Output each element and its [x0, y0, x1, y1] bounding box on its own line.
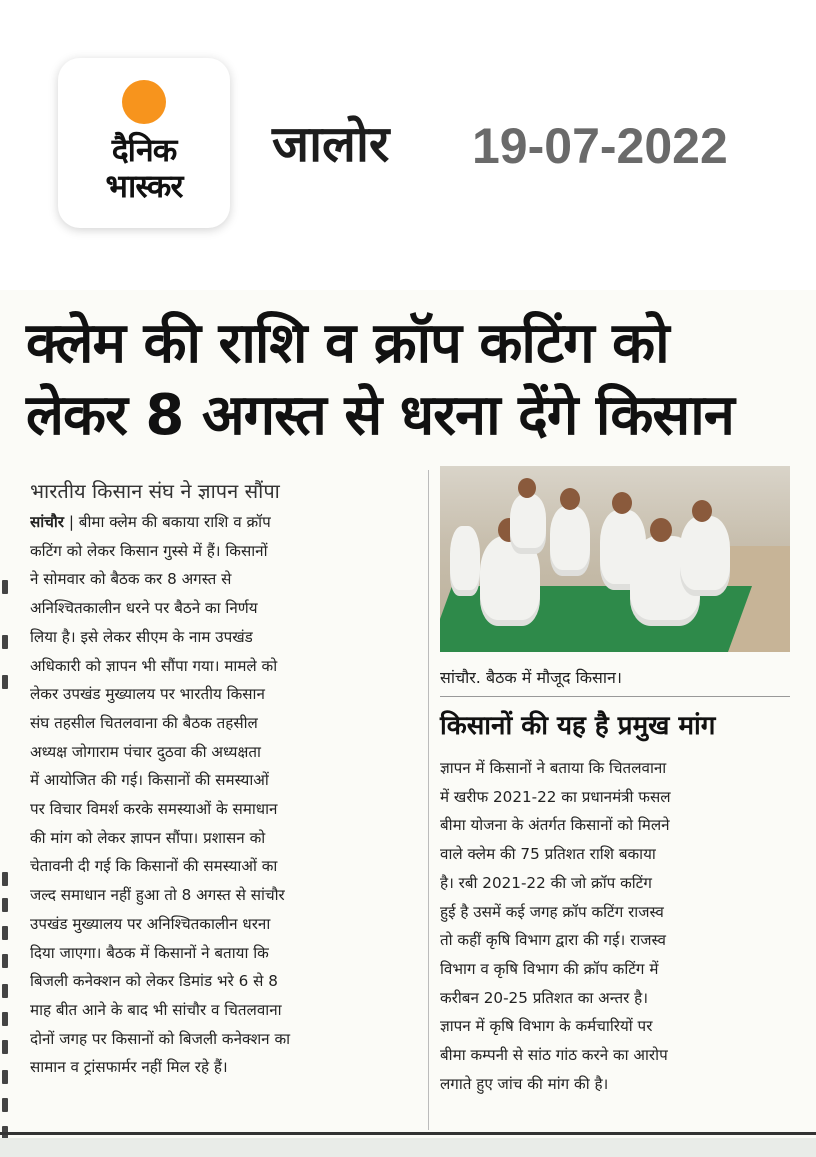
box-line: बीमा कम्पनी से सांठ गांठ करने का आरोप: [440, 1046, 668, 1065]
column-divider: [428, 470, 429, 1130]
headline-line: क्लेम की राशि व क्रॉप कटिंग को: [26, 311, 669, 376]
photo-caption: सांचौर. बैठक में मौजूद किसान।: [440, 668, 622, 687]
demands-box-body: [440, 754, 790, 1098]
box-line: करीबन 20-25 प्रतिशत का अन्तर है।: [440, 988, 648, 1007]
box-line: है। रबी 2021-22 की जो क्रॉप कटिंग: [440, 873, 652, 892]
body-line: संघ तहसील चितलवाना की बैठक तहसील: [30, 713, 258, 732]
body-line: माह बीत आने के बाद भी सांचौर व चितलवाना: [30, 1000, 282, 1019]
body-line: सांचौर | बीमा क्लेम की बकाया राशि व क्रॉप: [30, 513, 271, 531]
bottom-band: [0, 1138, 816, 1157]
logo-text-line2: भास्कर: [105, 167, 183, 205]
box-line: में खरीफ 2021-22 का प्रधानमंत्री फसल: [440, 787, 671, 806]
article-headline: [26, 308, 806, 452]
body-line: दिया जाएगा। बैठक में किसानों ने बताया कि: [30, 943, 269, 962]
article-body: [30, 508, 418, 1082]
body-line: लेकर उपखंड मुख्यालय पर भारतीय किसान: [30, 685, 265, 704]
body-line: में आयोजित की गई। किसानों की समस्याओं: [30, 771, 269, 790]
caption-separator: [440, 696, 790, 697]
headline-line: लेकर 8 अगस्त से धरना देंगे किसान: [26, 383, 734, 448]
body-line: अध्यक्ष जोगाराम पंचार दुठवा की अध्यक्षता: [30, 742, 261, 761]
box-line: ज्ञापन में किसानों ने बताया कि चितलवाना: [440, 759, 667, 777]
body-line: पर विचार विमर्श करके समस्याओं के समाधान: [30, 800, 278, 819]
body-line: कटिंग को लेकर किसान गुस्से में हैं। किसानों: [30, 541, 268, 560]
sun-icon: [122, 80, 166, 124]
box-line: लगाते हुए जांच की मांग की है।: [440, 1074, 609, 1093]
body-line: अधिकारी को ज्ञापन भी सौंपा गया। मामले को: [30, 656, 278, 675]
dateline: सांचौर: [30, 513, 64, 531]
body-line: अनिश्चितकालीन धरने पर बैठने का निर्णय: [30, 599, 258, 618]
box-line: वाले क्लेम की 75 प्रतिशत राशि बकाया: [440, 845, 656, 864]
body-line: की मांग को लेकर ज्ञापन सौंपा। प्रशासन को: [30, 828, 266, 847]
box-line: ज्ञापन में कृषि विभाग के कर्मचारियों पर: [440, 1017, 653, 1036]
body-line: चेतावनी दी गई कि किसानों की समस्याओं का: [30, 857, 278, 876]
body-line: बिजली कनेक्शन को लेकर डिमांड भरे 6 से 8: [30, 972, 278, 991]
edition-date: 19-07-2022: [472, 118, 728, 174]
body-line: जल्द समाधान नहीं हुआ तो 8 अगस्त से सांचौर: [30, 886, 285, 905]
edition-city: जालोर: [272, 115, 390, 173]
demands-box-title: किसानों की यह है प्रमुख मांग: [440, 711, 716, 741]
box-line: तो कहीं कृषि विभाग द्वारा की गई। राजस्व: [440, 931, 666, 950]
box-line: बीमा योजना के अंतर्गत किसानों को मिलने: [440, 816, 670, 835]
box-line: विभाग व कृषि विभाग की क्रॉप कटिंग में: [440, 959, 659, 978]
body-line: ने सोमवार को बैठक कर 8 अगस्त से: [30, 570, 232, 589]
body-line: सामान व ट्रांसफार्मर नहीं मिल रहे हैं।: [30, 1058, 228, 1077]
dainik-bhaskar-logo: [58, 58, 230, 228]
farmers-meeting-photo: [440, 466, 790, 652]
logo-text-line1: दैनिक: [111, 131, 177, 169]
box-line: हुई है उसमें कई जगह क्रॉप कटिंग राजस्व: [440, 902, 664, 921]
body-line: उपखंड मुख्यालय पर अनिश्चितकालीन धरना: [30, 914, 271, 933]
header: [0, 0, 816, 285]
bottom-rule: [0, 1132, 816, 1135]
body-line: दोनों जगह पर किसानों को बिजली कनेक्शन का: [30, 1029, 291, 1048]
body-line: लिया है। इसे लेकर सीएम के नाम उपखंड: [30, 627, 253, 646]
article-subheadline: भारतीय किसान संघ ने ज्ञापन सौंपा: [30, 479, 280, 503]
previous-column-edge: [0, 290, 12, 1150]
